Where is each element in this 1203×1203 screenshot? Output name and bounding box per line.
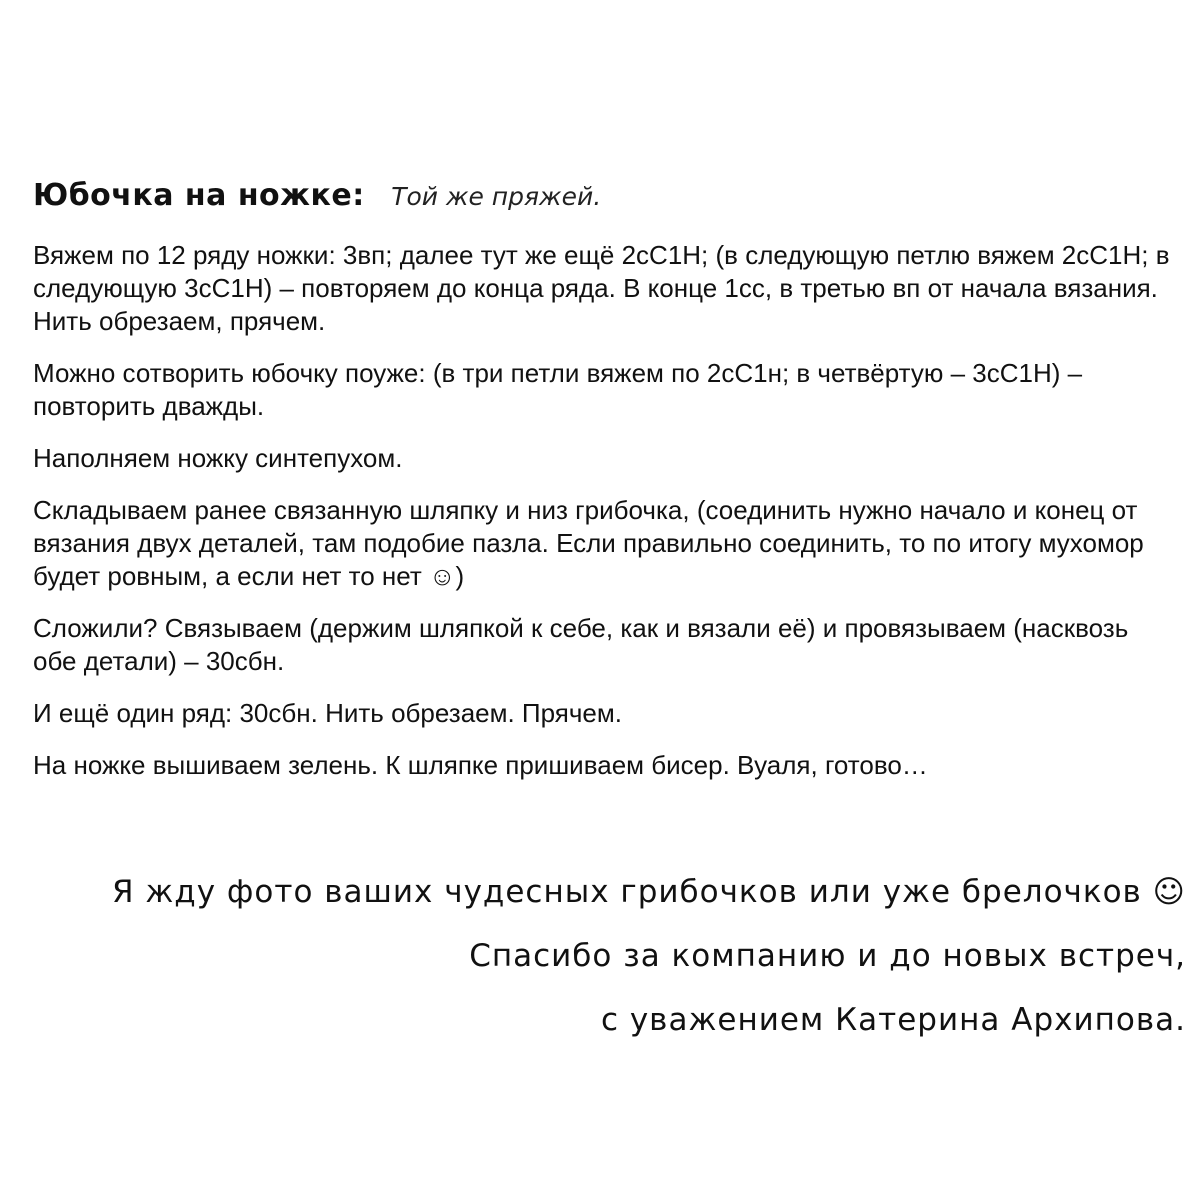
paragraph-narrow-skirt: Можно сотворить юбочку поуже: (в три петли вяжем по 2сС1н; в четвёртую – 3сС1Н) – повторить дважды.	[33, 358, 1083, 421]
paragraph-joining: Сложили? Связываем (держим шляпкой к себе, как и вязали её) и провязываем (насквозь обе детали) – 30сбн.	[33, 613, 1129, 676]
closing-line-thanks: Спасибо за компанию и до новых встреч,	[469, 938, 1186, 974]
paragraph-stuffing: Наполняем ножку синтепухом.	[33, 443, 403, 473]
instructions-body	[33, 239, 1178, 801]
closing-message	[112, 860, 1186, 1052]
heading-title: Юбочка на ножке:	[33, 178, 365, 213]
paragraph-assembly: Складываем ранее связанную шляпку и низ грибочка, (соединить нужно начало и конец от вязания двух деталей, там подобие пазла. Если правильно соединить, то по итогу мухомор будет ровным, а если нет то нет ☺)	[33, 495, 1144, 591]
closing-line-signature: с уважением Катерина Архипова.	[600, 1002, 1186, 1038]
paragraph-last-row: И ещё один ряд: 30сбн. Нить обрезаем. Прячем.	[33, 698, 622, 728]
heading-subtitle: Той же пряжей.	[391, 182, 602, 211]
section-heading	[33, 178, 601, 213]
paragraph-finishing: На ножке вышиваем зелень. К шляпке пришиваем бисер. Вуаля, готово…	[33, 750, 928, 780]
paragraph-row-12: Вяжем по 12 ряду ножки: 3вп; далее тут же ещё 2сС1Н; (в следующую петлю вяжем 2сС1Н; в следующую 3сС1Н) – повторяем до конца ряда. В конце 1сс, в третью вп от начала вязания. Нить обрезаем, прячем.	[33, 240, 1170, 336]
closing-line-photos: Я жду фото ваших чудесных грибочков или уже брелочков ☺	[111, 874, 1186, 910]
